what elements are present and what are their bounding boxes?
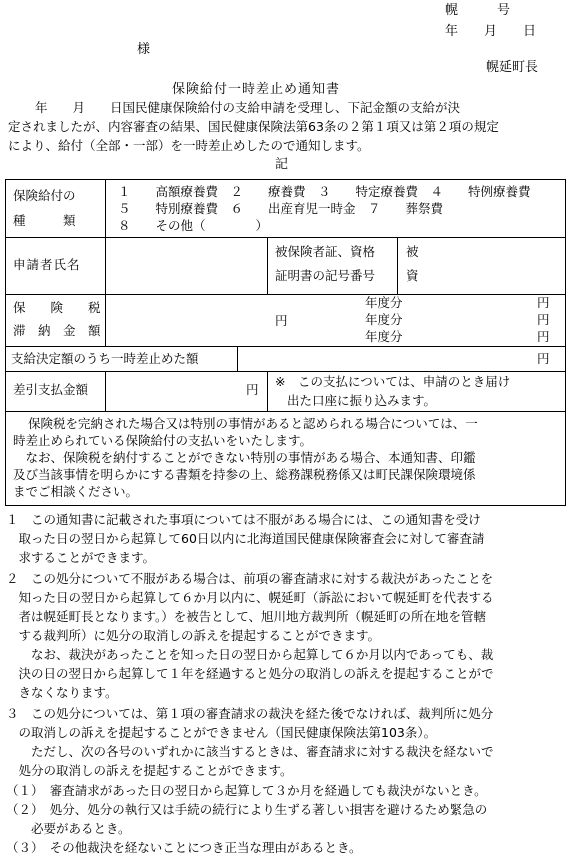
- benefit-type-line-3: ８ その他（ ）: [118, 218, 269, 233]
- fiscal-year-1: 年度分: [365, 295, 403, 310]
- net-payment-yen: 円: [246, 382, 259, 397]
- instruction-line: 求することができます。: [6, 550, 156, 565]
- instruction-line: 知った日の翌日から起算して６か月以内に、幌延町（訴訟において幌延町を代表する: [6, 590, 494, 605]
- instruction-line: きなくなります。: [6, 685, 118, 700]
- instruction-line: （１） 審査請求があった日の翌日から起算して３か月を経過しても裁決がないとき。: [6, 783, 487, 798]
- benefit-type-line-2: ５ 特別療養費 ６ 出産育児一時金 ７ 葬祭費: [118, 201, 444, 216]
- hi-label: 被: [406, 244, 419, 259]
- intro-line-3: により、給付（全部・一部）を一時差止めしたので通知します。: [8, 138, 370, 153]
- notice-line-1: 保険税を完納された場合又は特別の事情があると認められる場合については、一: [28, 416, 478, 431]
- benefit-type-line-1: １ 高額療養費 ２ 療養費 ３ 特定療養費 ４ 特例療養費: [118, 184, 531, 199]
- notice-line-4: 及び当該事情を明らかにする書類を持参の上、総務課税務係又は町民課保険環境係: [13, 467, 476, 482]
- fiscal-year-2-yen: 円: [537, 312, 550, 327]
- benefit-type-label-2: 種 類: [13, 213, 76, 228]
- intro-line-1: 年 月 日国民健康保険給付の支給申請を受理し、下記金額の支給が決: [10, 100, 461, 115]
- intro-line-2: 定されましたが、内容審査の結果、国民健康保険法第63条の２第１項又は第２項の規定: [8, 119, 499, 134]
- fiscal-year-3-yen: 円: [537, 329, 550, 344]
- insured-card-label-2: 証明書の記号番号: [275, 268, 376, 283]
- payment-note-line-1: ※ この支払については、申請のとき届け: [275, 374, 511, 389]
- notice-line-3: なお、保険税を納付することができない特別の事情がある場合、本通知書、印鑑: [13, 450, 476, 465]
- notice-line-5: までご相談ください。: [13, 484, 139, 499]
- page-title: 保険給付一時差止め通知書: [172, 82, 341, 97]
- ki-label: 記: [275, 157, 289, 172]
- fiscal-year-2: 年度分: [365, 312, 403, 327]
- instruction-line: （２） 処分、処分の執行又は手続の続行により生ずる著しい損害を避けるため緊急の: [6, 802, 488, 817]
- instruction-line: 必要があるとき。: [6, 821, 131, 836]
- instruction-line: 者は幌延町長となります。）を被告として、旭川地方裁判所（幌延町の所在地を管轄: [6, 609, 487, 624]
- instruction-line: なお、裁決があったことを知った日の翌日から起算して６か月以内であっても、裁: [6, 647, 494, 662]
- shi-label: 資: [406, 268, 419, 283]
- suspended-amount-label: 支給決定額のうち一時差止めた額: [11, 351, 199, 366]
- payment-note-line-2: 出た口座に振り込みます。: [287, 393, 437, 408]
- notice-line-2: 時差止められている保険給付の支払いをいたします。: [13, 433, 313, 448]
- instruction-line: ３ この処分については、第１項の審査請求の裁決を経た後でなければ、裁判所に処分: [6, 706, 494, 721]
- instruction-line: ただし、次の各号のいずれかに該当するときは、審査請求に対する裁決を経ないで: [6, 744, 494, 759]
- instruction-line: する裁判所）に処分の取消しの訴えを提起することができます。: [6, 628, 381, 643]
- benefit-type-label: 保険給付の: [13, 188, 76, 203]
- notice-date: 年 月 日: [445, 24, 537, 39]
- instruction-line: の取消しの訴えを提起することができません（国民健康保険法第103条）。: [6, 725, 437, 740]
- fiscal-year-1-yen: 円: [537, 295, 550, 310]
- instruction-line: １ この通知書に記載された事項については不服がある場合には、この通知書を受け: [6, 512, 481, 527]
- tax-total-yen: 円: [275, 313, 288, 328]
- fiscal-year-3: 年度分: [365, 329, 403, 344]
- instruction-line: （３） その他裁決を経ないことにつき正当な理由があるとき。: [6, 840, 362, 855]
- applicant-name-label: 申請者氏名: [13, 257, 81, 272]
- instruction-line: 決の日の翌日から起算して１年を経過すると処分の取消しの訴えを提起することがで: [6, 666, 494, 681]
- insured-card-label: 被保険者証、資格: [275, 244, 376, 259]
- suspended-amount-yen: 円: [537, 351, 550, 366]
- net-payment-label: 差引支払金額: [13, 382, 89, 397]
- tax-arrears-label: 保 険 税: [13, 300, 101, 315]
- recipient-suffix: 様: [137, 42, 151, 57]
- instruction-line: 取った日の翌日から起算して60日以内に北海道国民健康保険審査会に対して審査請: [6, 531, 485, 546]
- instruction-line: ２ この処分について不服がある場合は、前項の審査請求に対する裁決があったことを: [6, 571, 494, 586]
- notice-number: 幌 号: [445, 3, 511, 18]
- issuer: 幌延町長: [486, 60, 539, 75]
- tax-arrears-label-2: 滞 納 金 額: [13, 323, 101, 338]
- instruction-line: 処分の取消しの訴えを提起することができます。: [6, 763, 293, 778]
